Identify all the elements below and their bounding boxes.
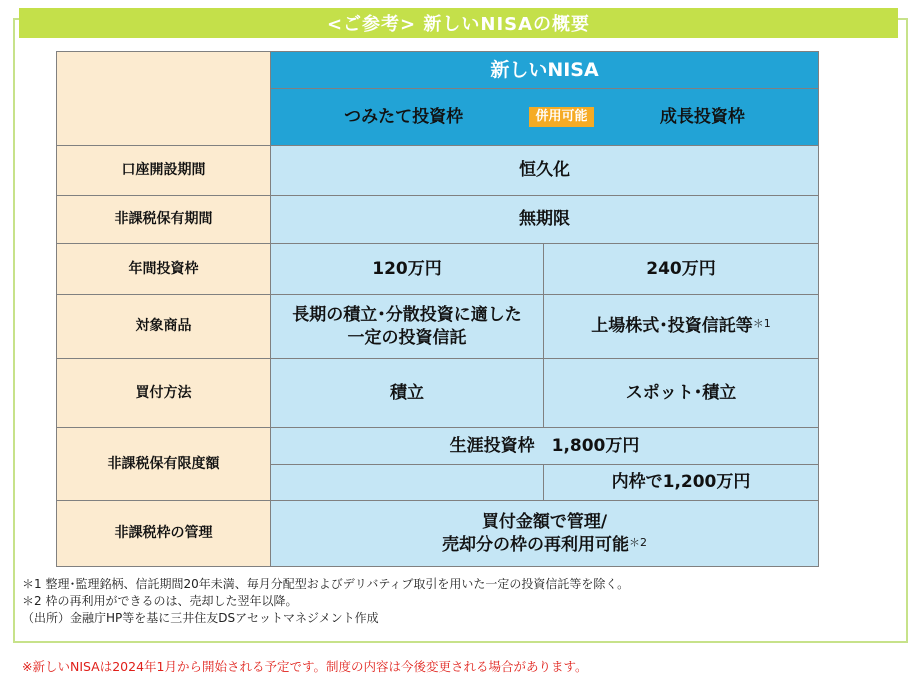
row-label: 対象商品 <box>57 295 271 359</box>
header-tsumitate: つみたて投資枠 <box>344 106 464 127</box>
inner-limit: 内枠で1,200万円 <box>543 465 818 500</box>
row-label: 非課税枠の管理 <box>57 501 271 567</box>
disclaimer: ※新しいNISAは2024年1月から開始される予定です。制度の内容は今後変更される場合があります。 <box>22 659 588 674</box>
cell-seichou: スポット･積立 <box>544 359 819 428</box>
cell-text: 上場株式･投資信託等 <box>591 316 753 337</box>
header-seichou: 成長投資枠 <box>659 106 745 127</box>
row-label: 非課税保有期間 <box>57 196 271 244</box>
table-row <box>57 196 819 244</box>
nisa-overview-table <box>56 51 819 567</box>
header-new-nisa: 新しいNISA <box>271 52 819 89</box>
row-label: 買付方法 <box>57 359 271 428</box>
row-label: 口座開設期間 <box>57 146 271 196</box>
footnote: ＊1 整理･監理銘柄、信託期間20年未満、毎月分配型およびデリバティブ取引を用いた一定の投資信託等を除く。 <box>22 577 630 591</box>
table-row <box>57 244 819 295</box>
footnote-marker: ＊2 <box>629 535 647 549</box>
table-row <box>57 501 819 567</box>
table-row <box>57 359 819 428</box>
header-frames <box>271 89 819 146</box>
cell-seichou: 240万円 <box>544 244 819 295</box>
cell-value: 恒久化 <box>271 146 819 196</box>
page-title: <ご参考> 新しいNISAの概要 <box>19 8 898 38</box>
cell-line: 一定の投資信託 <box>347 327 467 348</box>
cell-value <box>271 501 819 567</box>
cell-line <box>271 534 818 556</box>
cell-text: 売却分の枠の再利用可能 <box>442 534 629 555</box>
source-note: （出所）金融庁HP等を基に三井住友DSアセットマネジメント作成 <box>22 611 379 625</box>
table-row <box>57 295 819 359</box>
inner-limit-row <box>271 465 818 500</box>
table-row <box>57 428 819 501</box>
footnotes <box>22 576 629 627</box>
cell-seichou <box>544 295 819 359</box>
cell-line: 買付金額で管理/ <box>481 512 608 533</box>
row-label: 年間投資枠 <box>57 244 271 295</box>
concurrent-use-badge: 併用可能 <box>529 107 593 128</box>
footnote: ＊2 枠の再利用ができるのは、売却した翌年以降。 <box>22 594 298 608</box>
spacer <box>271 465 543 500</box>
cell-tsumitate: 120万円 <box>271 244 544 295</box>
lifetime-limit: 生涯投資枠 1,800万円 <box>271 428 818 465</box>
footnote-marker: ＊1 <box>752 317 771 331</box>
row-label: 非課税保有限度額 <box>57 428 271 501</box>
corner-cell <box>57 52 271 146</box>
cell-tsumitate <box>271 295 544 359</box>
table-row <box>57 146 819 196</box>
cell-line: 長期の積立･分散投資に適した <box>292 305 522 326</box>
cell-holding-limit <box>271 428 819 501</box>
cell-tsumitate: 積立 <box>271 359 544 428</box>
cell-value: 無期限 <box>271 196 819 244</box>
